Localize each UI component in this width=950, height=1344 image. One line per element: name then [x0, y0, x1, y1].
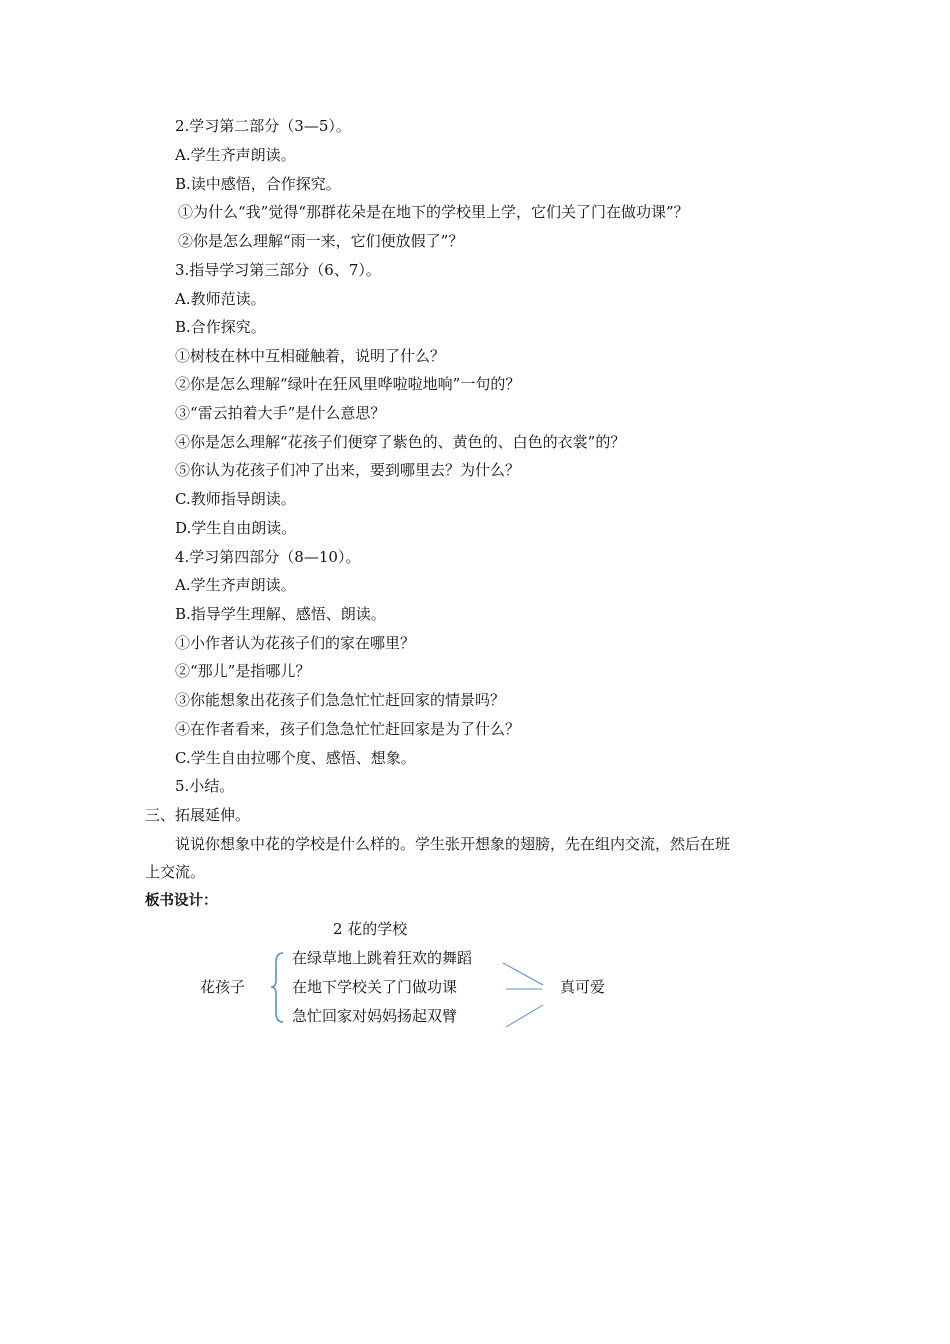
board-right-label: 真可爱	[560, 978, 606, 996]
text-line: D.学生自由朗读。	[175, 519, 297, 537]
text-line: ④在作者看来，孩子们急急忙忙赶回家是为了什么？	[175, 720, 521, 738]
board-design-heading: 板书设计：	[145, 893, 218, 909]
text-line: ②你是怎么理解“雨一来，它们便放假了”？	[178, 232, 464, 250]
text-line: ②你是怎么理解“绿叶在狂风里哗啦啦地响”一句的？	[175, 375, 521, 393]
text-line: ③“雷云拍着大手”是什么意思？	[175, 404, 386, 422]
text-line: ②“那儿”是指哪儿？	[175, 662, 311, 680]
text-line: ①树枝在林中互相碰触着，说明了什么？	[175, 347, 446, 365]
text-line: 4.学习第四部分（8—10）。	[175, 548, 361, 566]
text-line: 说说你想象中花的学校是什么样的。学生张开想象的翅膀，先在组内交流，然后在班	[175, 835, 731, 853]
text-line: A.学生齐声朗读。	[175, 576, 296, 594]
text-line: ③你能想象出花孩子们急急忙忙赶回家的情景吗？	[175, 691, 506, 709]
board-item: 急忙回家对妈妈扬起双臂	[292, 1007, 458, 1025]
text-line: 2.学习第二部分（3—5）。	[175, 117, 351, 135]
text-line: B.读中感悟，合作探究。	[175, 175, 341, 193]
text-line: ①为什么“我”觉得“那群花朵是在地下的学校里上学，它们关了门在做功课”？	[178, 203, 689, 221]
text-line: 上交流。	[145, 863, 206, 881]
text-line: 5.小结。	[175, 777, 235, 795]
board-left-label: 花孩子	[200, 978, 246, 996]
text-line: A.教师范读。	[175, 290, 266, 308]
board-item: 在地下学校关了门做功课	[292, 978, 458, 996]
connector-line	[506, 1005, 543, 1027]
text-line: ④你是怎么理解“花孩子们便穿了紫色的、黄色的、白色的衣裳”的？	[175, 433, 626, 451]
text-line: ⑤你认为花孩子们冲了出来，要到哪里去？为什么？	[175, 461, 521, 479]
section-heading: 三、拓展延伸。	[145, 806, 251, 824]
left-brace	[271, 953, 283, 1022]
text-line: C.学生自由拉哪个度、感悟、想象。	[175, 749, 416, 767]
connector-line	[503, 963, 543, 985]
board-item: 在绿草地上跳着狂欢的舞蹈	[292, 949, 473, 967]
text-line: 3.指导学习第三部分（6、7）。	[175, 261, 381, 279]
text-line: B.合作探究。	[175, 318, 266, 336]
text-line: B.指导学生理解、感悟、朗读。	[175, 605, 386, 623]
text-line: A.学生齐声朗读。	[175, 146, 296, 164]
text-line: ①小作者认为花孩子们的家在哪里？	[175, 634, 416, 652]
board-title: 2 花的学校	[333, 920, 408, 938]
text-line: C.教师指导朗读。	[175, 490, 296, 508]
